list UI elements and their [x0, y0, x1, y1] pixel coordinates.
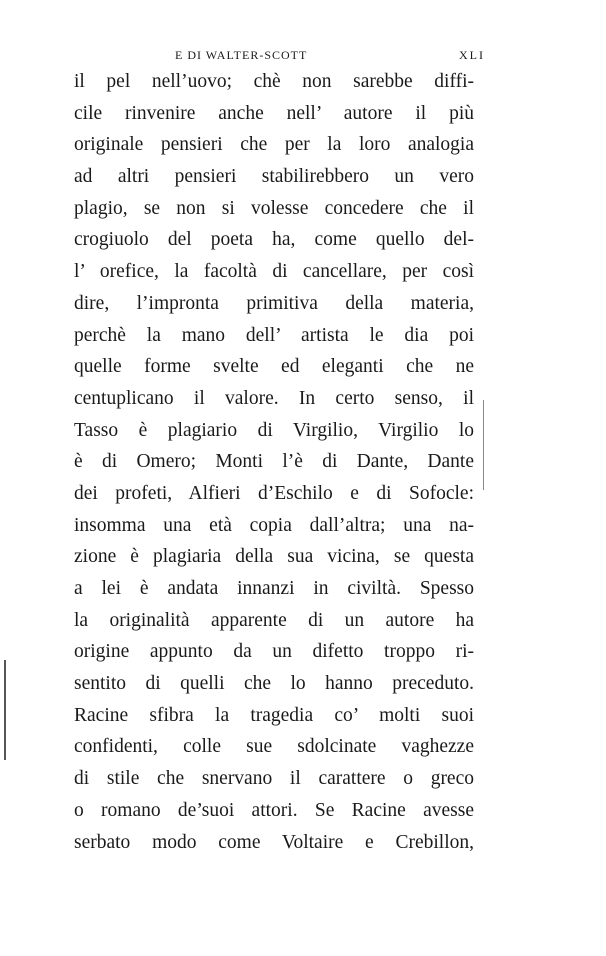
text-line: ad altri pensieri stabilirebbero un vero [74, 166, 474, 188]
text-line: Racine sfibra la tragedia co’ molti suoi [74, 704, 474, 726]
text-line: di stile che snervano il carattere o greco [74, 768, 474, 790]
text-line: o romano de’suoi attori. Se Racine avesse [74, 799, 474, 821]
text-line: l’ orefice, la facoltà di cancellare, per così [74, 261, 474, 283]
text-line: perchè la mano dell’ artista le dia poi [74, 324, 474, 346]
fold-mark [483, 400, 484, 490]
running-title: E DI WALTER-SCOTT [175, 48, 308, 62]
text-line: dire, l’impronta primitiva della materia, [74, 292, 474, 314]
text-line: serbato modo come Voltaire e Crebillon, [74, 831, 474, 853]
text-line: la originalità apparente di un autore ha [74, 609, 474, 631]
body-text [74, 66, 474, 858]
text-line: è di Omero; Monti l’è di Dante, Dante [74, 451, 474, 473]
text-line: Tasso è plagiario di Virgilio, Virgilio lo [74, 419, 474, 441]
text-line: centuplicano il valore. In certo senso, il [74, 387, 474, 409]
page-edge-mark [4, 660, 6, 760]
text-line: sentito di quelli che lo hanno preceduto. [74, 673, 474, 695]
text-line: dei profeti, Alfieri d’Eschilo e di Sofocle: [74, 482, 474, 504]
text-line: originale pensieri che per la loro analogia [74, 134, 474, 156]
text-line: cile rinvenire anche nell’ autore il più [74, 102, 474, 124]
text-line: a lei è andata innanzi in civiltà. Spesso [74, 578, 474, 599]
text-line: crogiuolo del poeta ha, come quello del- [74, 229, 474, 251]
page-number: XLI [459, 48, 485, 62]
text-line: origine appunto da un difetto troppo ri- [74, 641, 474, 663]
text-line: plagio, se non si volesse concedere che il [74, 197, 474, 219]
text-line: zione è plagiaria della sua vicina, se questa [74, 546, 474, 568]
running-head [75, 48, 485, 68]
text-line: insomma una età copia dall’altra; una na- [74, 514, 474, 536]
text-line: quelle forme svelte ed eleganti che ne [74, 356, 474, 378]
text-line: il pel nell’uovo; chè non sarebbe diffi- [74, 71, 474, 92]
text-line: confidenti, colle sue sdolcinate vaghezze [74, 736, 474, 758]
